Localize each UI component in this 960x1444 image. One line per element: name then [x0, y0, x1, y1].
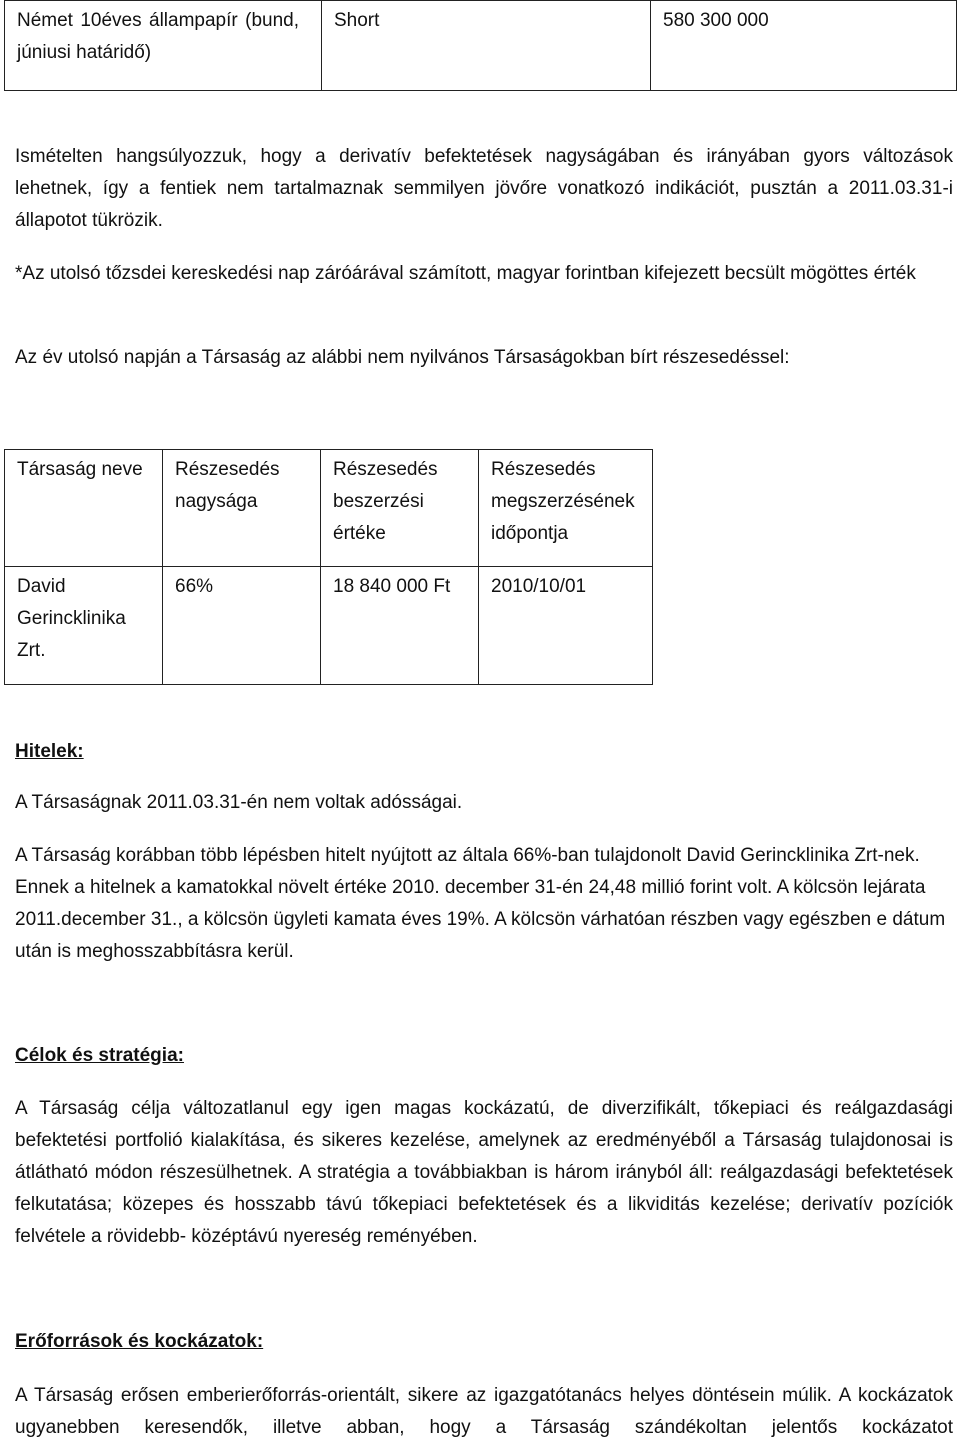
- table-cell-position: Short: [322, 1, 651, 91]
- column-header: Részesedés megszerzésének időpontja: [479, 450, 653, 567]
- table-row: [5, 567, 653, 685]
- table-header-row: [5, 450, 653, 567]
- table-cell: 2010/10/01: [479, 567, 653, 685]
- section-heading-eroforrasok: Erőforrások és kockázatok:: [15, 1331, 264, 1352]
- holdings-intro: Az év utolsó napján a Társaság az alábbi nem nyilvános Társaságokban bírt részesedéssel:: [15, 347, 790, 368]
- table-cell-value: 580 300 000: [651, 1, 957, 91]
- disclaimer-paragraph: Ismételten hangsúlyozzuk, hogy a derivatív befektetések nagyságában és irányában gyors változások lehetnek, így a fentiek nem tartalmaznak semmilyen jövőre vonatkozó indikációt, pusztán a 2011.03.31-i állapotot tükrözik.: [15, 146, 953, 231]
- hitelek-paragraph-1: A Társaságnak 2011.03.31-én nem voltak adósságai.: [15, 792, 463, 813]
- section-heading-celok: Célok és stratégia:: [15, 1045, 184, 1066]
- table-cell: David Gerincklinika Zrt.: [5, 567, 163, 685]
- table-cell: 66%: [163, 567, 321, 685]
- table-cell-instrument: Német 10éves állampapír (bund, júniusi határidő): [5, 1, 322, 91]
- hitelek-paragraph-2: A Társaság korábban több lépésben hitelt nyújtott az általa 66%-ban tulajdonolt David Gerincklinika Zrt-nek. Ennek a hitelnek a kamatokkal növelt értéke 2010. december 31-én 24,48 millió forint volt. A kölcsön lejárata 2011.december 31., a kölcsön ügyleti kamata éves 19%. A kölcsön várhatóan részben vagy egészben e dátum után is meghosszabbításra kerül.: [15, 845, 946, 962]
- eroforrasok-paragraph: A Társaság erősen emberierőforrás-orientált, sikere az igazgatótanács helyes döntésein múlik. A kockázatok ugyanebben keresendők, illetve abban, hogy a Társaság szándékoltan jelentős kockázatot: [15, 1385, 953, 1438]
- celok-paragraph: A Társaság célja változatlanul egy igen magas kockázatú, de diverzifikált, tőkepiaci és reálgazdasági befektetési portfolió kialakítása, és sikeres kezelése, amelynek az eredményéből a Társaság tulajdonosai is átlátható módon részesülhetnek. A stratégia a továbbiakban is három irányból áll: reálgazdasági befektetések felkutatása; közepes és hosszabb távú tőkepiaci befektetések és a likviditás kezelése; derivatív pozíciók felvétele a rövidebb- középtávú nyereség reményében.: [15, 1098, 953, 1247]
- holdings-table: [4, 449, 653, 685]
- table-cell: 18 840 000 Ft: [321, 567, 479, 685]
- table-row: [5, 1, 957, 91]
- section-heading-hitelek: Hitelek:: [15, 741, 84, 762]
- derivatives-table: [4, 0, 957, 91]
- column-header: Részesedés beszerzési értéke: [321, 450, 479, 567]
- footnote-paragraph: *Az utolsó tőzsdei kereskedési nap záróárával számított, magyar forintban kifejezett becsült mögöttes érték: [15, 263, 916, 284]
- column-header: Részesedés nagysága: [163, 450, 321, 567]
- column-header: Társaság neve: [5, 450, 163, 567]
